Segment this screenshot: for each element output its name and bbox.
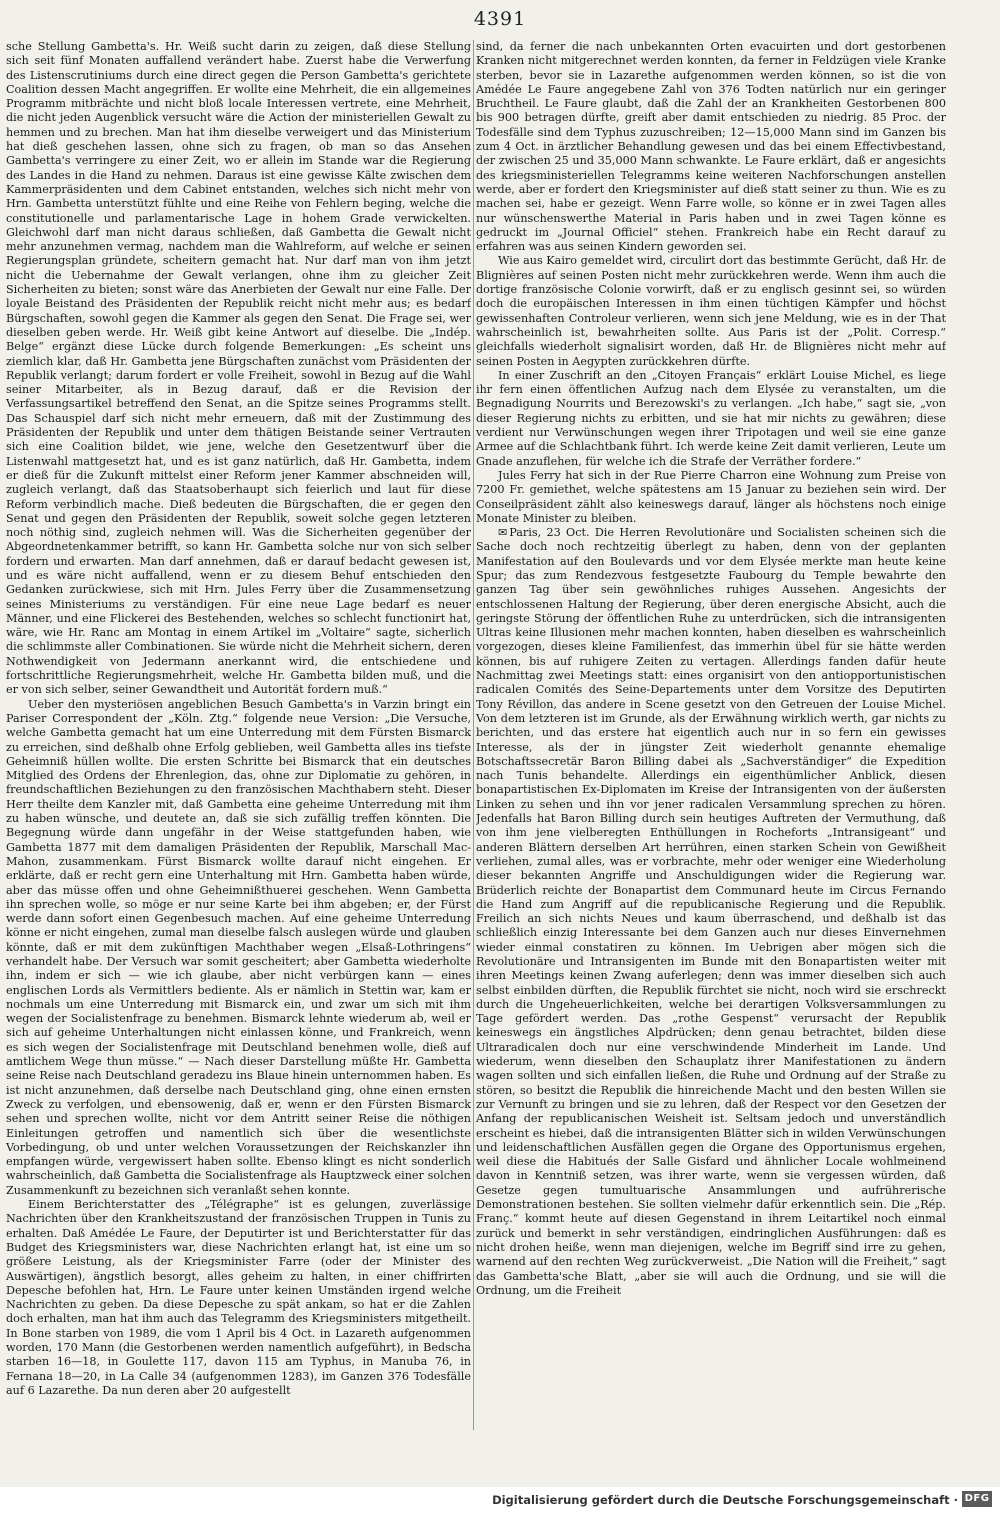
article-paragraph: Jules Ferry hat sich in der Rue Pierre Charron eine Wohnung zum Preise von 7200 Fr. gemiethet, welche spätestens am 15 Januar zu beziehen sein wird. Der Conseilpräsident zählt also keineswegs darauf, länger als höchstens noch einige Monate Minister zu bleiben. [476, 468, 946, 525]
article-paragraph: Wie aus Kairo gemeldet wird, circulirt dort das bestimmte Gerücht, daß Hr. de Blignières auf seinen Posten nicht mehr zurückkehren werde. Wenn ihm auch die dortige französische Colonie vorwirft, daß er zu englisch gesinnt sei, so würden doch die europäischen Interessen in ihm einen tüchtigen Kämpfer und höchst gewissenhaften Controleur verlieren, wenn sich jene Meldung, wie es in der That wahrscheinlich ist, bewahrheiten sollte. Aus Paris ist der „Polit. Corresp.“ gleichfalls wiederholt signalisirt worden, daß Hr. de Blignières nicht mehr auf seinen Posten in Aegypten zurückkehren dürfte. [476, 254, 946, 368]
right-column [476, 40, 946, 1430]
funding-credit: Digitalisierung gefördert durch die Deutsche Forschungsgemeinschaft · [492, 1493, 958, 1507]
dated-article [476, 526, 946, 1298]
article-paragraph: Paris, 23 Oct. Die Herren Revolutionäre und Socialisten scheinen sich die Sache doch noch rechtzeitig überlegt zu haben, denn von der geplanten Manifestation auf den Boulevards und vor dem Elysée merkte man heute keine Spur; das zum Rendezvous festgesetzte Faubourg du Temple bewahrte den ganzen Tag über sein gewöhnliches ruhiges Aussehen. Angesichts der entschlossenen Haltung der Regierung, über deren energische Absicht, auch die geringste Störung der öffentlichen Ruhe zu unterdrücken, sich die intransigenten Ultras keine Illusionen mehr machen konnten, haben dieselben es wahrscheinlich vorgezogen, dieses kleine Familienfest, das immerhin übel für sie hätte werden können, bis auf ruhigere Zeiten zu vertagen. Allerdings fanden dafür heute Nachmittag zwei Meetings statt: eines organisirt von den antiopportunistischen radicalen Comités des Seine-Departements unter dem Vorsitze des Deputirten Tony Révillon, das andere in Scene gesetzt von den Getreuen der Louise Michel. Von dem letzteren ist im Grunde, als der Erwähnung wirklich werth, gar nichts zu berichten, und das erstere hat eigentlich auch nur in so fern ein gewisses Interesse, als der in jüngster Zeit wiederholt genannte ehemalige Botschaftssecretär Baron Billing dabei als „Sachverständiger“ die Expedition nach Tunis behandelte. Allerdings ein eigenthümlicher Anblick, diesen bonapartistischen Ex-Diplomaten im Kreise der Intransigenten von der äußersten Linken zu sehen und ihn vor jener radicalen Versammlung sprechen zu hören. Jedenfalls hat Baron Billing durch sein heutiges Auftreten der Vermuthung, daß von ihm jene vielberegten Enthüllungen in Rocheforts „Intransigeant“ und anderen Blättern derselben Art herrühren, einen starken Schein von Gewißheit verliehen, zumal alles, was er vorbrachte, mehr oder weniger eine Wiederholung dieser bekannten Angriffe und Anschuldigungen wider die Regierung war. Brüderlich reichte der Bonapartist dem Communard heute im Circus Fernando die Hand zum Angriff auf die republicanische Regierung und die Republik. Freilich an sich nichts Neues und kaum überraschend, und deßhalb ist das schließlich einzig Interessante bei dem Ganzen auch nur dieses Einvernehmen wieder einmal constatiren zu können. Im Uebrigen aber mögen sich die Revolutionäre und Intransigenten im Bunde mit den Bonapartisten weiter mit ihren Meetings keinen Zwang auferlegen; denn was immer dieselben sich auch selbst einbilden dürften, die Republik fürchtet sie nicht, noch wird sie erschreckt durch die Ungeheuerlichkeiten, welche bei derartigen Volksversammlungen zu Tage gefördert werden. Das „rothe Gespenst“ verursacht der Republik keineswegs ein ängstliches Alpdrücken; denn genau betrachtet, bilden diese Ultraradicalen doch nur eine verschwindende Minderheit im Lande. Und wiederum, wenn dieselben den Schauplatz ihrer Manifestationen zu ändern wagen sollten und sich einfallen ließen, die Ruhe und Ordnung auf der Straße zu stören, so besitzt die Republik die hinreichende Macht und den besten Willen sie zur Vernunft zu bringen und sie zu lehren, daß der Respect vor den Gesetzen der Anfang der republicanischen Weisheit ist. Seltsam jedoch und unverständlich erscheint es hiebei, daß die intransigenten Blätter sich in wilden Verwünschungen und leidenschaftlichen Ausfällen gegen die Organe des Opportunismus ergehen, weil diese die Habitués der Salle Gisfard und ähnlicher Locale wohlmeinend davon in Kenntniß setzen, was ihrer warte, wenn sie vergessen würden, daß Gesetze gegen tumultuarische Ansammlungen und aufrührerische Demonstrationen bestehen. Sie sollten vielmehr dafür erkenntlich sein. Die „Rép. Franç.“ kommt heute auf diesen Gegenstand in ihrem Leitartikel noch einmal zurück und bemerkt in sehr verständigen, eindringlichen Ausführungen: daß es nicht drohen heiße, wenn man diejenigen, welche im Begriff sind irre zu gehen, warnend auf den rechten Weg zurückverweist. „Die Nation will die Freiheit,“ sagt das Gambetta'sche Blatt, „aber sie will auch die Ordnung, und sie will die Ordnung, um die Freiheit [476, 526, 946, 1297]
dateline-letter-icon: ✉ [498, 526, 508, 540]
article-paragraph: Ueber den mysteriösen angeblichen Besuch Gambetta's in Varzin bringt ein Pariser Correspondent der „Köln. Ztg.“ folgende neue Version: „Die Versuche, welche Gambetta gemacht hat um eine Unterredung mit dem Fürsten Bismarck zu erreichen, sind deßhalb ohne Erfolg geblieben, weil Gambetta alles ins tiefste Geheimniß hüllen wollte. Die ersten Schritte bei Bismarck that ein deutsches Mitglied des Ordens der Ehrenlegion, das, ohne zur Diplomatie zu gehören, in freundschaftlichen Beziehungen zu den französischen Machthabern steht. Dieser Herr theilte dem Kanzler mit, daß Gambetta eine geheime Unterredung mit ihm zu haben wünsche, und deutete an, daß sie sich zufällig treffen könnten. Die Begegnung würde dann ungefähr in der Weise stattgefunden haben, wie Gambetta 1877 mit dem damaligen Präsidenten der Republik, Marschall Mac-Mahon, zusammenkam. Fürst Bismarck wollte darauf nicht eingehen. Er erklärte, daß er recht gern eine Unterhaltung mit Hrn. Gambetta haben würde, aber das müsse offen und ohne Geheimnißthuerei geschehen. Wenn Gambetta ihn sprechen wolle, so möge er nur seine Karte bei ihm abgeben; er, der Fürst werde dann sofort einen Gegenbesuch machen. Auf eine geheime Unterredung könne er nicht eingehen, zumal man dieselbe falsch auslegen würde und glauben könnte, daß er mit dem zukünftigen Machthaber wegen „Elsaß-Lothringens“ verhandelt habe. Der Versuch war somit gescheitert; aber Gambetta wiederholte ihn, indem er sich — wie ich glaube, aber nicht verbürgen kann — eines englischen Lords als Vermittlers bediente. Als er nämlich in Stettin war, kam er nochmals um eine Unterredung mit Bismarck ein, und zwar um sich mit ihm wegen der Socialistenfrage zu benehmen. Bismarck lehnte wiederum ab, weil er sich auf geheime Unterhaltungen nicht einlassen könne, und Frankreich, wenn es sich wegen der Socialistenfrage mit Deutschland benehmen wolle, dieß auf amtlichem Wege thun müsse.“ — Nach dieser Darstellung müßte Hr. Gambetta seine Reise nach Deutschland geradezu ins Blaue hinein unternommen haben. Es ist nicht anzunehmen, daß derselbe nach Deutschland ging, ohne einen ernsten Zweck zu verfolgen, und ebensowenig, daß er, wenn er den Fürsten Bismarck sehen und sprechen wollte, nicht vor dem Antritt seiner Reise die nöthigen Einleitungen getroffen und namentlich sich über die wesentlichste Vorbedingung, ob und unter welchen Voraussetzungen der Reichskanzler ihn empfangen würde, vergewissert haben sollte. Ebenso klingt es nicht sonderlich wahrscheinlich, daß Gambetta die Socialistenfrage als Hauptzweck einer solchen Zusammenkunft zu bezeichnen sich veranlaßt sehen konnte. [6, 697, 471, 1197]
dfg-logo: DFG [962, 1491, 992, 1507]
article-paragraph: sche Stellung Gambetta's. Hr. Weiß sucht darin zu zeigen, daß diese Stellung sich seit fünf Monaten auffallend verändert habe. Zuerst habe die Verwerfung des Listenscrutiniums durch eine direct gegen die Person Gambetta's gerichtete Coalition dessen Macht angegriffen. Er wollte eine Mehrheit, die ein allgemeines Programm mitbrächte und nicht bloß locale Interessen vertrete, eine Mehrheit, die nicht jeden Augenblick versucht wäre die Action der ministeriellen Gewalt zu hemmen und zu brechen. Man hat ihm dieselbe verweigert und das Ministerium hat dieß geschehen lassen, ohne sich zu fragen, ob man so das Ansehen Gambetta's verringere zu einer Zeit, wo er allein im Stande war die Regierung des Landes in die Hand zu nehmen. Daraus ist eine gewisse Kälte zwischen dem Kammerpräsidenten und dem Cabinet entstanden, welches sich nicht mehr von Hrn. Gambetta unterstützt fühlte und eine Reihe von Fehlern beging, welche die constitutionelle und parlamentarische Lage in hohem Grade verwickelten. Gleichwohl darf man nicht daraus schließen, daß Gambetta die Gewalt nicht mehr anzunehmen vermag, nachdem man die Wahlreform, auf welche er seinen Regierungsplan gründete, scheitern gemacht hat. Nur darf man von ihm jetzt nicht die Uebernahme der Gewalt verlangen, ohne ihm zu gleicher Zeit Sicherheiten zu bieten; sonst wäre das Anerbieten der Gewalt nur eine Falle. Der loyale Beistand des Präsidenten der Republik reicht nicht mehr aus; es bedarf Bürgschaften, sowohl gegen die Kammer als gegen den Senat. Die Frage sei, wer dieselben geben werde. Hr. Weiß gibt keine Antwort auf dieselbe. Die „Indép. Belge“ ergänzt diese Lücke durch folgende Bemerkungen: „Es scheint uns ziemlich klar, daß Hr. Gambetta jene Bürgschaften zunächst vom Präsidenten der Republik verlangt; darum fordert er volle Freiheit, sowohl in Bezug auf die Wahl seiner Mitarbeiter, als in Bezug darauf, daß er die Revision der Verfassungsartikel betreffend den Senat, an die Spitze seines Programms stellt. Das Schauspiel darf sich nicht mehr erneuern, daß mit der Zustimmung des Präsidenten der Republik und unter dem thätigen Beistande seiner Vertrauten sich eine Coalition bildet, wie jene, welche den Gesetzentwurf über die Listenwahl mattgesetzt hat, und es ist ganz natürlich, daß Hr. Gambetta, indem er dieß für die Zukunft mittelst einer Reform jener Kammer abschneiden will, zugleich verlangt, daß das Staatsoberhaupt sich feierlich und laut für diese Reform verbindlich mache. Dieß bedeuten die Bürgschaften, die er gegen den Senat und gegen den Präsidenten der Republik, soweit solche gegen letzteren noch nöthig sind, zugleich nehmen will. Was die Sicherheiten gegenüber der Abgeordnetenkammer betrifft, so kann Hr. Gambetta solche nur von sich selber fordern und erwarten. Man darf annehmen, daß er darauf bedacht gewesen ist, und es wäre nicht auffallend, wenn er zu diesem Behuf entschieden den Gedanken zurückwiese, sich mit Hrn. Jules Ferry über die Zusammensetzung seines Ministeriums zu verständigen. Für eine neue Lage bedarf es neuer Männer, und eine Flickerei des Bestehenden, welches so schlecht functionirt hat, wäre, wie Hr. Ranc am Montag in einem Artikel im „Voltaire“ sagte, sicherlich die schlimmste aller Combinationen. Sie würde nicht die Mehrheit sichern, deren Nothwendigkeit von Jedermann anerkannt wird, die entschiedene und fortschrittliche Regierungsmehrheit, welche Hr. Gambetta bilden muß, und die er von sich selber, seiner Gewandtheit und Autorität fordern muß.“ [6, 40, 471, 697]
left-column [6, 40, 471, 1430]
article-paragraph: sind, da ferner die nach unbekannten Orten evacuirten und dort gestorbenen Kranken nicht mitgerechnet werden konnten, da ferner in Feldzügen viele Kranke sterben, bevor sie in Lazarethe aufgenommen werden können, so ist die von Amédée Le Faure angegebene Zahl von 376 Todten natürlich nur ein geringer Bruchtheil. Le Faure glaubt, daß die Zahl der an Krankheiten Gestorbenen 800 bis 900 betragen dürfte, greift aber damit entschieden zu niedrig. 85 Proc. der Todesfälle sind dem Typhus zuzuschreiben; 12—15,000 Mann sind im Ganzen bis zum 4 Oct. in ärztlicher Behandlung gewesen und das bei einem Effectivbestand, der zwischen 25 und 35,000 Mann schwankte. Le Faure erklärt, daß er angesichts des kriegsministeriellen Telegramms keine weiteren Nachforschungen anstellen werde, aber er fordert den Kriegsminister auf dieß statt seiner zu thun. Wie es zu machen sei, habe er gezeigt. Wenn Farre wolle, so könne er in zwei Tagen alles nur wünschenswerthe Material in Paris haben und in zwei Tagen könne es gedruckt im „Journal Officiel“ stehen. Frankreich habe ein Recht darauf zu erfahren was aus seinen Kindern geworden sei. [476, 40, 946, 254]
article-paragraph: Einem Berichterstatter des „Télégraphe“ ist es gelungen, zuverlässige Nachrichten über den Krankheitszustand der französischen Truppen in Tunis zu erhalten. Daß Amédée Le Faure, der Deputirter ist und Berichterstatter für das Budget des Kriegsministers war, diese Nachrichten erlangt hat, ist eine um so größere Leistung, als der Kriegsminister Farre (oder der Minister des Auswärtigen), ängstlich besorgt, alles geheim zu halten, in einer chiffrirten Depesche befohlen hat, Hrn. Le Faure unter keinen Umständen irgend welche Nachrichten zu geben. Da diese Depesche zu spät ankam, so hat er die Zahlen doch erhalten, man hat ihm auch das Telegramm des Kriegsministers mitgetheilt. In Bone starben von 1989, die vom 1 April bis 4 Oct. in Lazareth aufgenommen worden, 170 Mann (die Gestorbenen werden namentlich aufgeführt), in Bedscha starben 16—18, in Goulette 117, davon 115 am Typhus, in Manuba 76, in Fernana 18—20, in La Calle 34 (aufgenommen 1283), im Ganzen 376 Todesfälle auf 6 Lazarethe. Da nun deren aber 20 aufgestellt [6, 1198, 471, 1397]
page-number: 4391 [473, 8, 527, 30]
footer-bar [0, 1487, 1000, 1518]
column-divider [473, 40, 474, 1430]
article-paragraph: In einer Zuschrift an den „Citoyen Français“ erklärt Louise Michel, es liege ihr fern einen öffentlichen Aufzug nach dem Elysée zu veranstalten, um die Begnadigung Nourrits und Berezowski's zu verlangen. „Ich habe,“ sagt sie, „von dieser Regierung nichts zu erbitten, und sie hat mir nichts zu gewähren; diese verdient nur Verwünschungen wegen ihrer Tripotagen und weil sie eine ganze Armee auf die Schlachtbank führt. Ich werde keine Zeit damit verlieren, Leute um Gnade anzuflehen, für welche ich die Strafe der Verräther fordere.“ [476, 368, 946, 468]
